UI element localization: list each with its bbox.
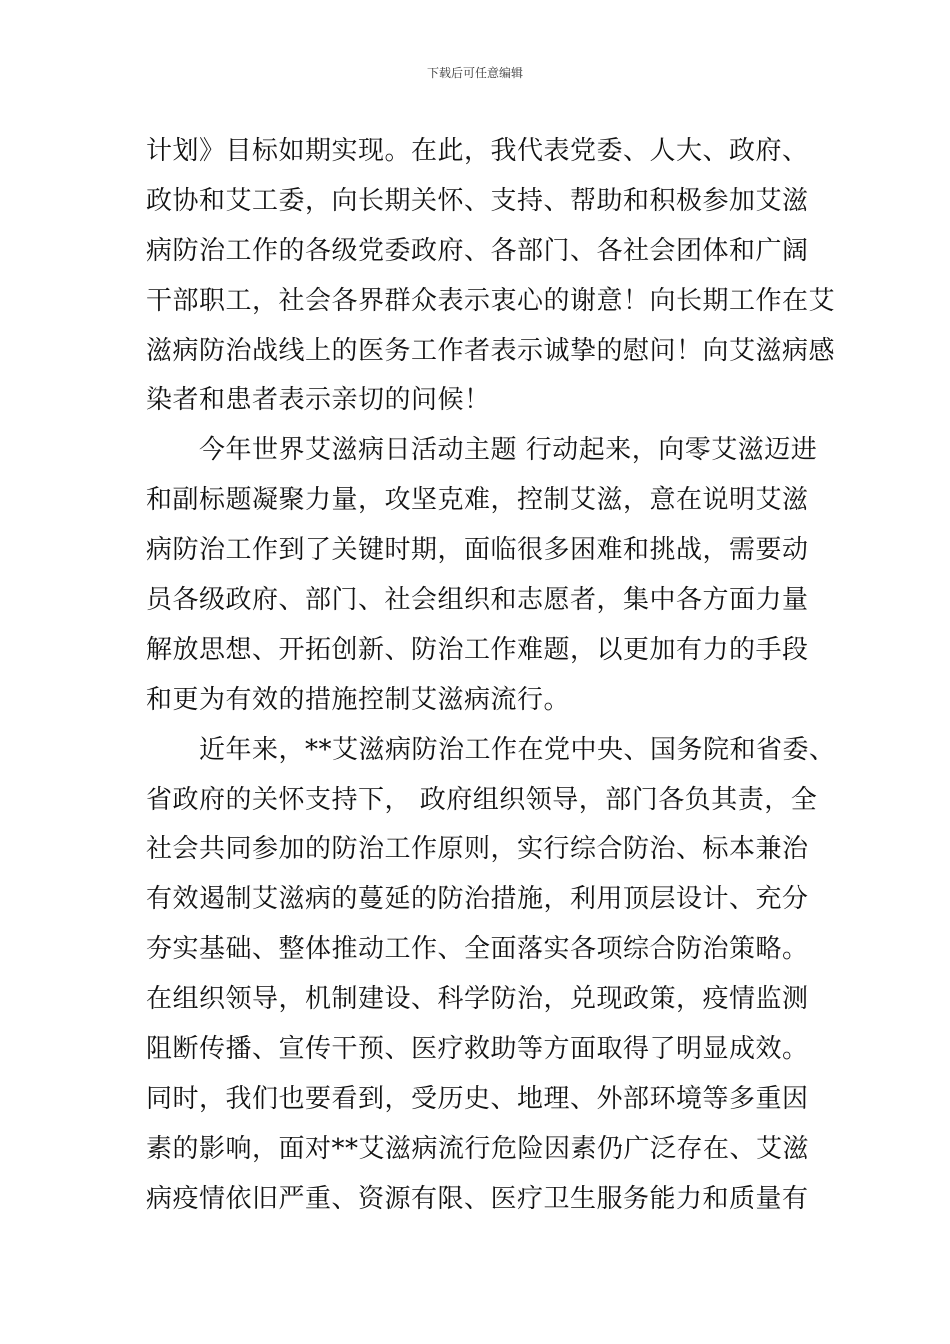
text-line: 员各级政府、部门、社会组织和志愿者，集中各方面力量 <box>146 585 809 616</box>
text-line: 病疫情依旧严重、资源有限、医疗卫生服务能力和质量有 <box>146 1183 809 1214</box>
text-line: 夯实基础、整体推动工作、全面落实各项综合防治策略。 <box>146 934 809 965</box>
text-line: 和副标题凝聚力量，攻坚克难，控制艾滋，意在说明艾滋 <box>146 485 809 516</box>
text-line: 今年世界艾滋病日活动主题 行动起来，向零艾滋迈进 <box>146 435 818 466</box>
text-line: 干部职工，社会各界群众表示衷心的谢意！向长期工作在艾 <box>146 285 836 316</box>
text-line: 省政府的关怀支持下， 政府组织领导，部门各负其责，全 <box>146 784 818 815</box>
text-line: 和更为有效的措施控制艾滋病流行。 <box>146 684 571 715</box>
text-line: 有效遏制艾滋病的蔓延的防治措施，利用顶层设计、充分 <box>146 884 809 915</box>
text-line: 染者和患者表示亲切的问候！ <box>146 385 491 416</box>
text-line: 素的影响，面对**艾滋病流行危险因素仍广泛存在、艾滋 <box>146 1133 810 1164</box>
text-line: 解放思想、开拓创新、防治工作难题，以更加有力的手段 <box>146 634 809 665</box>
text-line: 计划》目标如期实现。在此，我代表党委、人大、政府、 <box>146 136 809 166</box>
text-line: 近年来，**艾滋病防治工作在党中央、国务院和省委、 <box>146 734 836 765</box>
text-line: 病防治工作的各级党委政府、各部门、各社会团体和广阔 <box>146 235 809 266</box>
text-line: 在组织领导，机制建设、科学防治，兑现政策，疫情监测 <box>146 984 809 1015</box>
document-body <box>146 127 836 1225</box>
text-line: 滋病防治战线上的医务工作者表示诚挚的慰问！向艾滋病感 <box>146 335 836 366</box>
text-line: 政协和艾工委，向长期关怀、支持、帮助和积极参加艾滋 <box>146 185 809 216</box>
text-line: 社会共同参加的防治工作原则，实行综合防治、标本兼治 <box>146 834 809 865</box>
text-line: 阻断传播、宣传干预、医疗救助等方面取得了明显成效。 <box>146 1034 809 1065</box>
text-line: 病防治工作到了关键时期，面临很多困难和挑战，需要动 <box>146 535 809 566</box>
text-line: 同时，我们也要看到，受历史、地理、外部环境等多重因 <box>146 1083 809 1114</box>
page-header: 下载后可任意编辑 <box>426 66 523 80</box>
